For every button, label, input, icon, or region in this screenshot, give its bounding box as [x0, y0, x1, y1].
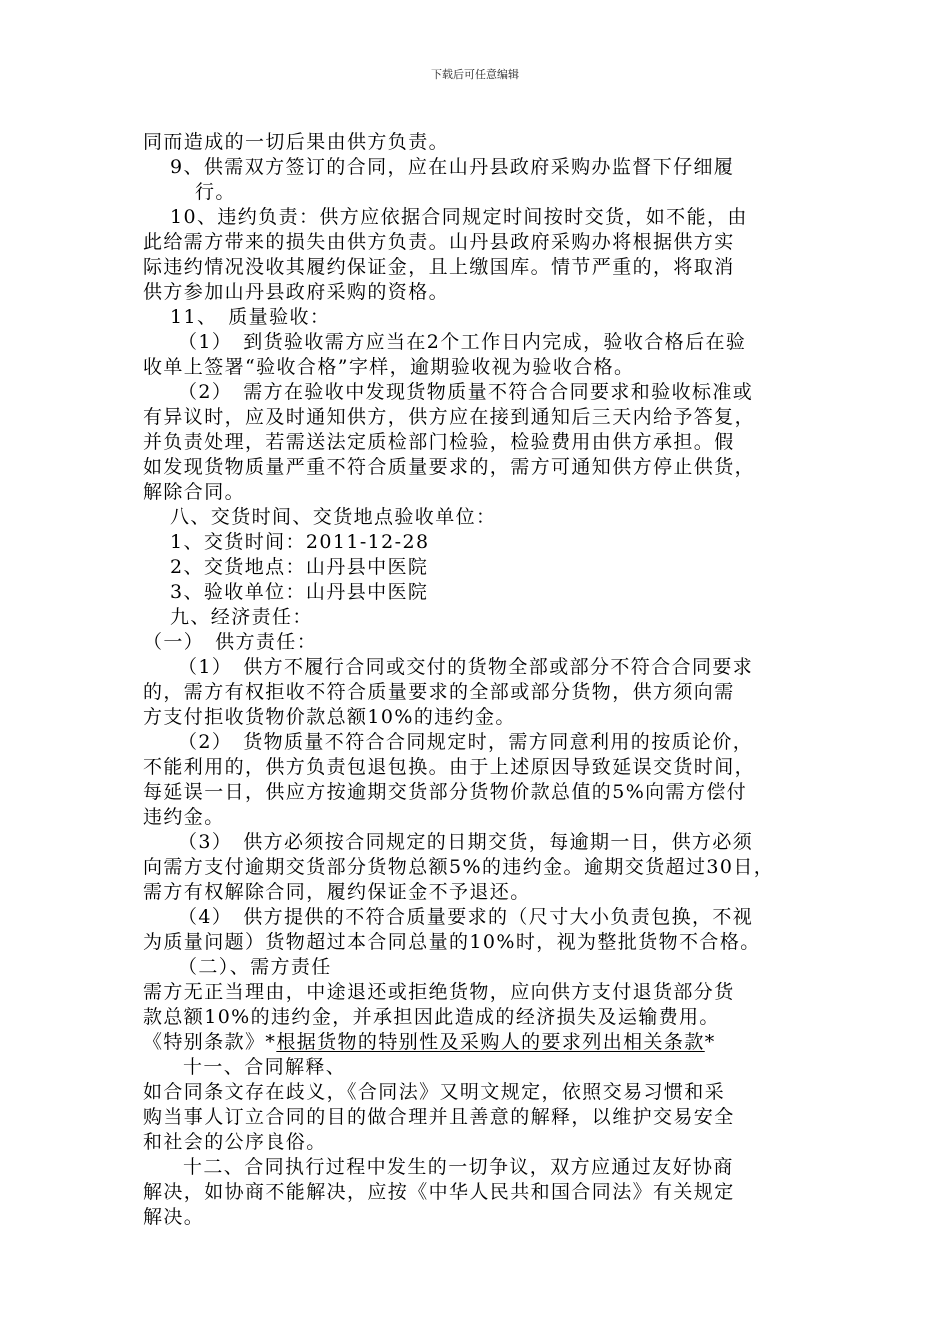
text-line: 和社会的公序良俗。 — [143, 1131, 327, 1153]
text-line: 同而造成的一切后果由供方负责。 — [143, 131, 450, 153]
text-line: 9、供需双方签订的合同，应在山丹县政府采购办监督下仔细履 — [170, 156, 735, 178]
text-line: 不能利用的，供方负责包退包换。由于上述原因导致延误交货时间， — [143, 756, 756, 778]
text-line: 2、交货地点：山丹县中医院 — [170, 556, 429, 578]
text-line: 款总额10%的违约金，并承担因此造成的经济损失及运输费用。 — [143, 1006, 720, 1028]
text-line: （1） 供方不履行合同或交付的货物全部或部分不符合合同要求 — [178, 656, 754, 678]
text-line: 方支付拒收货物价款总额10%的违约金。 — [143, 706, 516, 728]
text-line: 需方无正当理由，中途退还或拒绝货物，应向供方支付退货部分货 — [143, 981, 735, 1003]
text-line: 的，需方有权拒收不符合质量要求的全部或部分货物，供方须向需 — [143, 681, 735, 703]
text-line: （2） 需方在验收中发现货物质量不符合合同要求和验收标准或 — [178, 381, 754, 403]
page-header: 下载后可任意编辑 — [431, 68, 519, 81]
text-line: （4） 供方提供的不符合质量要求的（尺寸大小负责包换，不视 — [178, 906, 754, 928]
text-line: 并负责处理，若需送法定质检部门检验，检验费用由供方承担。假 — [143, 431, 735, 453]
text-line: 3、验收单位：山丹县中医院 — [170, 581, 429, 603]
text-line: 违约金。 — [143, 806, 225, 828]
text-line: 十二、合同执行过程中发生的一切争议，双方应通过友好协商 — [183, 1156, 734, 1178]
text-line: 需方有权解除合同，履约保证金不予退还。 — [143, 881, 531, 903]
text-line: 如发现货物质量严重不符合质量要求的，需方可通知供方停止供货， — [143, 456, 756, 478]
text-line: （3） 供方必须按合同规定的日期交货，每逾期一日，供方必须 — [178, 831, 754, 853]
text-line: 有异议时，应及时通知供方，供方应在接到通知后三天内给予答复， — [143, 406, 756, 428]
text-line: 每延误一日，供应方按逾期交货部分货物价款总值的5%向需方偿付 — [143, 781, 748, 803]
text-line: 供方参加山丹县政府采购的资格。 — [143, 281, 450, 303]
text-line: 向需方支付逾期交货部分货物总额5%的违约金。逾期交货超过30日， — [143, 856, 775, 878]
text-line: 购当事人订立合同的目的做合理并且善意的解释，以维护交易安全 — [143, 1106, 735, 1128]
text-line: 行。 — [195, 181, 236, 203]
text-line: 收单上签署“验收合格”字样，逾期验收视为验收合格。 — [143, 356, 635, 378]
text-line: 此给需方带来的损失由供方负责。山丹县政府采购办将根据供方实 — [143, 231, 735, 253]
text-line: （2） 货物质量不符合合同规定时，需方同意利用的按质论价， — [178, 731, 754, 753]
text-line: 九、经济责任： — [170, 606, 313, 628]
text-line: 十一、合同解释、 — [183, 1056, 347, 1078]
text-line: 1、交货时间：2011-12-28 — [170, 531, 430, 553]
text-line: 八、交货时间、交货地点验收单位： — [170, 506, 497, 528]
text-line: 际违约情况没收其履约保证金，且上缴国库。情节严重的，将取消 — [143, 256, 735, 278]
text-line: 解决，如协商不能解决，应按《中华人民共和国合同法》有关规定 — [143, 1181, 735, 1203]
text-line: （一） 供方责任： — [143, 631, 318, 653]
text-line: 《特别条款》*根据货物的特别性及采购人的要求列出相关条款* — [143, 1031, 716, 1053]
text-line: 解除合同。 — [143, 481, 246, 503]
text-line: （1） 到货验收需方应当在2个工作日内完成，验收合格后在验 — [178, 331, 747, 353]
text-line: 如合同条文存在歧义，《合同法》又明文规定，依照交易习惯和采 — [143, 1081, 726, 1103]
text-line: 解决。 — [143, 1206, 205, 1228]
text-line: 10、违约负责：供方应依据合同规定时间按时交货，如不能，由 — [170, 206, 748, 228]
text-line: （二）、需方责任 — [178, 956, 332, 978]
text-line: 为质量问题）货物超过本合同总量的10%时，视为整批货物不合格。 — [143, 931, 761, 953]
text-line: 11、 质量验收： — [170, 306, 331, 328]
